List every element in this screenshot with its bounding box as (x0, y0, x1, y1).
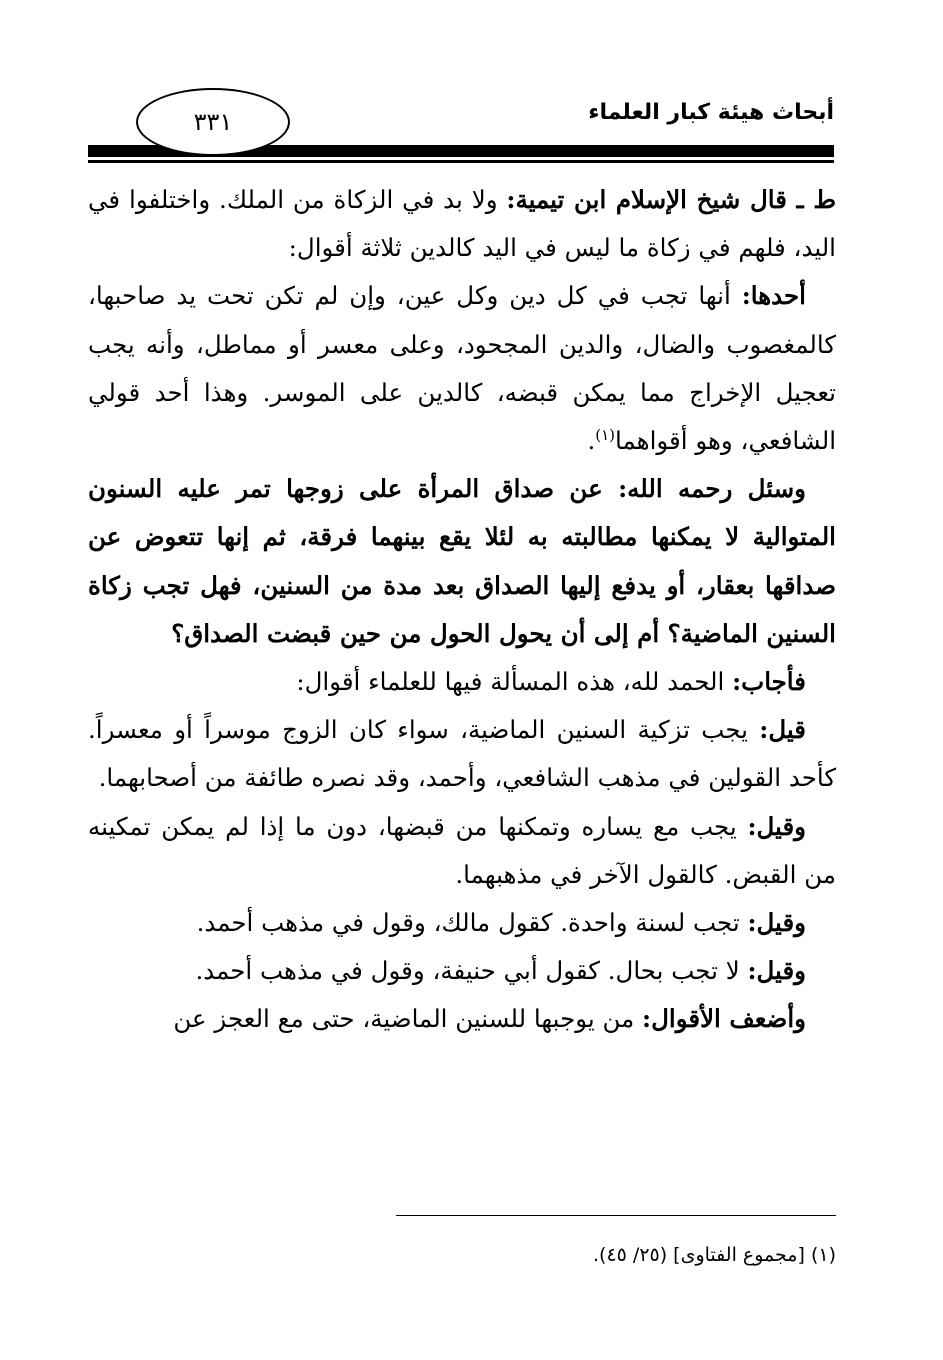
paragraph-text: الحمد لله، هذه المسألة فيها للعلماء أقوال: (296, 667, 733, 697)
header-rule-thin (88, 160, 834, 163)
paragraph-2 (88, 272, 836, 465)
paragraph-text: لا تجب بحال. كقول أبي حنيفة، وقول في مذهب أحمد. (195, 956, 748, 986)
paragraph-lead: وأضعف الأقوال: (642, 1004, 806, 1034)
paragraph-text: يجب تزكية السنين الماضية، سواء كان الزوج موسراً أو معسراً. كأحد القولين في مذهب الشافعي، وأحمد، وقد نصره طائفة من أصحابهما. (88, 715, 836, 793)
paragraph-lead: وقيل: (747, 908, 806, 938)
page-number-badge: ٣٣١ (136, 88, 290, 156)
paragraph-lead: أحدها: (741, 281, 806, 311)
paragraph-lead: فأجاب: (732, 667, 806, 697)
paragraph-text: يجب مع يساره وتمكنها من قبضها، دون ما إذا لم يمكن تمكينه من القبض. كالقول الآخر في مذهبهما. (88, 811, 836, 889)
paragraph-4 (88, 658, 836, 706)
paragraph-text: من يوجبها للسنين الماضية، حتى مع العجز عن (173, 1004, 643, 1034)
paragraph-lead: قيل: (759, 715, 806, 745)
paragraph-6 (88, 803, 836, 899)
footnote-ref: (١) (595, 425, 616, 444)
header-title: أبحاث هيئة كبار العلماء (588, 100, 834, 125)
paragraph-8 (88, 947, 836, 995)
paragraph-1 (88, 176, 836, 272)
paragraph-lead: ط ـ قال شيخ الإسلام ابن تيمية: (506, 185, 836, 214)
paragraph-lead: وقيل: (747, 811, 806, 841)
paragraph-7 (88, 899, 836, 947)
paragraph-text: ولا بد في الزكاة من الملك. واختلفوا في اليد، فلهم في زكاة ما ليس في اليد كالدين ثلاثة أقوال: (88, 185, 836, 263)
paragraph-text: أنها تجب في كل دين وكل عين، وإن لم تكن تحت يد صاحبها، كالمغصوب والضال، والدين المجحود، وعلى معسر أو مماطل، وأنه يجب تعجيل الإخراج مما يمكن قبضه، كالدين على الموسر. وهذا أحد قولي الشافعي، وهو أقواهما (88, 281, 836, 456)
footnote-separator (396, 1215, 836, 1216)
paragraph-lead: وسئل رحمه الله: عن صداق المرأة على زوجها تمر عليه السنون المتوالية لا يمكنها مطالبته به لئلا يقع بينهما فرقة، ثم إنها تتعوض عن صداقها بعقار، أو يدفع إليها الصداق بعد مدة من السنين، فهل تجب زكاة السنين الماضية؟ أم إلى أن يحول الحول من حين قبضت الصداق؟ (88, 474, 836, 648)
paragraph-text: تجب لسنة واحدة. كقول مالك، وقول في مذهب أحمد. (196, 908, 748, 938)
main-text (88, 176, 836, 1044)
footnote (88, 1244, 836, 1266)
paragraph-tail: . (587, 426, 596, 456)
paragraph-lead: وقيل: (747, 956, 806, 986)
paragraph-5 (88, 706, 836, 802)
paragraph-9 (88, 995, 836, 1043)
footnote-number: (١) (810, 1244, 836, 1266)
footnote-text: [مجموع الفتاوى] (٢٥/ ٤٥). (592, 1244, 805, 1266)
paragraph-3 (88, 465, 836, 658)
